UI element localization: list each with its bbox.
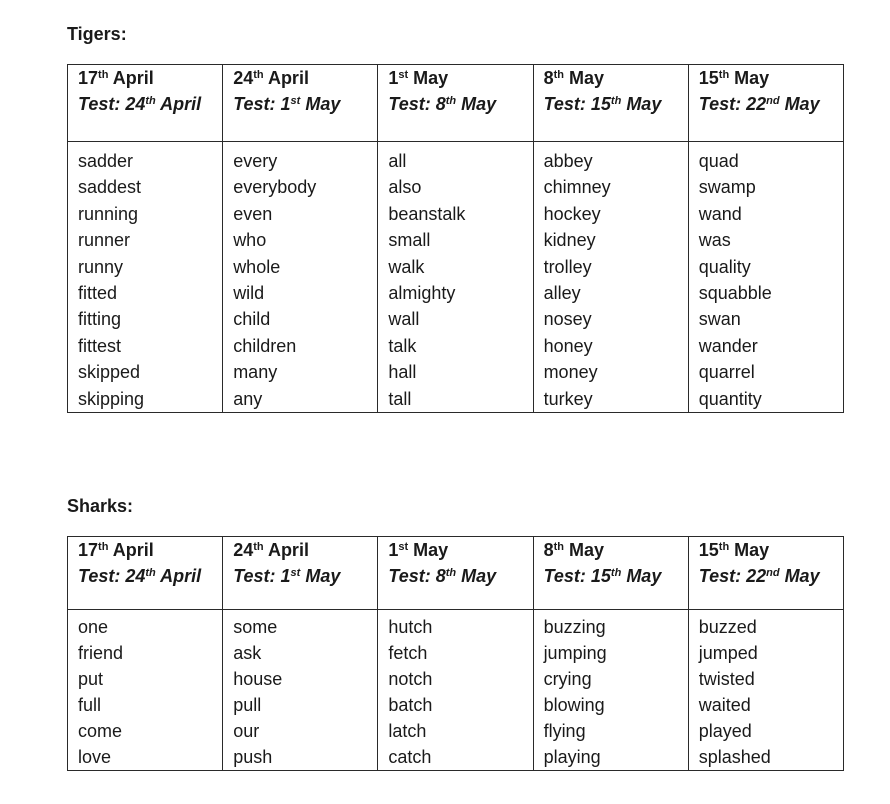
spelling-word: hutch <box>388 617 433 637</box>
spelling-word: children <box>233 335 297 356</box>
test-date-label: Test: 8th May <box>388 566 497 586</box>
test-date-label: Test: 22nd May <box>698 566 820 586</box>
spelling-word: child <box>233 309 271 330</box>
spelling-word: sadder <box>78 151 134 171</box>
spelling-word: twisted <box>698 669 755 689</box>
words-row <box>68 142 844 413</box>
spelling-word: quad <box>698 151 739 171</box>
word-list-15-may <box>688 610 843 771</box>
spelling-word: blowing <box>543 695 605 715</box>
word-list-17-april <box>68 142 223 413</box>
spelling-word: wild <box>233 282 265 303</box>
test-date-label: Test: 24th April <box>78 566 202 586</box>
header-cell-1-may <box>378 65 533 142</box>
spelling-word: our <box>233 721 260 741</box>
spelling-word: push <box>233 747 273 767</box>
header-cell-17-april <box>68 65 223 142</box>
spelling-word: quantity <box>698 388 762 409</box>
word-list-15-may <box>688 142 843 413</box>
spelling-word: chimney <box>543 177 611 198</box>
spelling-word: played <box>698 721 752 741</box>
test-date-label: Test: 15th May <box>543 94 662 114</box>
word-list-17-april <box>68 610 223 771</box>
spelling-word: latch <box>388 721 427 741</box>
spelling-word: skipping <box>78 388 145 409</box>
test-date-label: Test: 15th May <box>543 566 662 586</box>
spelling-word: batch <box>388 695 433 715</box>
spelling-word: fetch <box>388 643 428 663</box>
test-date-label: Test: 22nd May <box>698 94 820 114</box>
spelling-word: fitted <box>78 282 118 303</box>
header-cell-24-april <box>223 537 378 610</box>
week-label: 17th April <box>78 540 154 560</box>
spelling-word: almighty <box>388 282 456 303</box>
spelling-word: who <box>233 230 267 251</box>
spelling-word: talk <box>388 335 417 356</box>
week-label: 1st May <box>388 68 449 88</box>
header-cell-1-may <box>378 537 533 610</box>
spelling-word: walk <box>388 256 425 277</box>
spelling-word: wander <box>698 335 758 356</box>
spelling-word: come <box>78 721 123 741</box>
header-row <box>68 65 844 142</box>
spelling-word: whole <box>233 256 281 277</box>
spelling-word: honey <box>543 335 593 356</box>
word-list-1-may <box>378 610 533 771</box>
test-date-label: Test: 8th May <box>388 94 497 114</box>
spelling-word: some <box>233 617 278 637</box>
word-list-1-may <box>378 142 533 413</box>
spelling-word: even <box>233 203 273 224</box>
spelling-word: buzzing <box>543 617 606 637</box>
spelling-word: wand <box>698 203 742 224</box>
spelling-word: fitting <box>78 309 122 330</box>
spelling-word: squabble <box>698 282 772 303</box>
spelling-word: catch <box>388 747 432 767</box>
spelling-word: quarrel <box>698 362 755 383</box>
spelling-word: running <box>78 203 139 224</box>
spelling-word: everybody <box>233 177 317 198</box>
spelling-word: notch <box>388 669 433 689</box>
header-cell-15-may <box>688 537 843 610</box>
week-label: 17th April <box>78 68 154 88</box>
week-label: 8th May <box>543 68 604 88</box>
word-list-24-april <box>223 610 378 771</box>
spelling-word: abbey <box>543 151 593 171</box>
header-cell-15-may <box>688 65 843 142</box>
spelling-word: playing <box>543 747 601 767</box>
spelling-word: turkey <box>543 388 593 409</box>
spelling-word: runny <box>78 256 124 277</box>
spelling-word: runner <box>78 230 131 251</box>
spelling-word: kidney <box>543 230 596 251</box>
spelling-word: waited <box>698 695 751 715</box>
spelling-word: also <box>388 177 422 198</box>
spelling-word: many <box>233 362 278 383</box>
spelling-word: house <box>233 669 283 689</box>
spelling-word: jumped <box>698 643 758 663</box>
week-label: 8th May <box>543 540 604 560</box>
test-date-label: Test: 1st May <box>233 566 341 586</box>
word-list-24-april <box>223 142 378 413</box>
week-label: 24th April <box>233 68 309 88</box>
week-label: 24th April <box>233 540 309 560</box>
spelling-word: alley <box>543 282 581 303</box>
spelling-word: skipped <box>78 362 141 383</box>
group-title-sharks: Sharks: <box>67 496 134 516</box>
spelling-word: splashed <box>698 747 771 767</box>
spelling-word: love <box>78 747 112 767</box>
header-cell-24-april <box>223 65 378 142</box>
spelling-word: swan <box>698 309 741 330</box>
spelling-word: wall <box>388 309 420 330</box>
words-row <box>68 610 844 771</box>
spelling-word: crying <box>543 669 592 689</box>
spelling-word: flying <box>543 721 586 741</box>
spelling-word: any <box>233 388 263 409</box>
header-cell-17-april <box>68 537 223 610</box>
spelling-word: ask <box>233 643 262 663</box>
spelling-word: pull <box>233 695 262 715</box>
spelling-word: beanstalk <box>388 203 466 224</box>
spelling-word: small <box>388 230 431 251</box>
spelling-table-sharks <box>67 536 844 771</box>
spelling-word: nosey <box>543 309 592 330</box>
header-cell-8-may <box>533 65 688 142</box>
word-list-8-may <box>533 142 688 413</box>
test-date-label: Test: 24th April <box>78 94 202 114</box>
spelling-table-tigers <box>67 64 844 413</box>
spelling-word: trolley <box>543 256 592 277</box>
spelling-word: every <box>233 151 278 171</box>
spelling-word: full <box>78 695 102 715</box>
week-label: 15th May <box>698 540 770 560</box>
spelling-word: put <box>78 669 104 689</box>
test-date-label: Test: 1st May <box>233 94 341 114</box>
spelling-word: quality <box>698 256 751 277</box>
spelling-word: hall <box>388 362 417 383</box>
spelling-word: money <box>543 362 598 383</box>
spelling-word: was <box>698 230 731 251</box>
spelling-word: hockey <box>543 203 601 224</box>
word-list-8-may <box>533 610 688 771</box>
spelling-word: jumping <box>543 643 607 663</box>
spelling-word: all <box>388 151 407 171</box>
spelling-word: tall <box>388 388 412 409</box>
group-title-tigers: Tigers: <box>67 24 127 44</box>
spelling-word: friend <box>78 643 124 663</box>
spelling-word: saddest <box>78 177 142 198</box>
header-row <box>68 537 844 610</box>
spelling-word: one <box>78 617 109 637</box>
week-label: 15th May <box>698 68 770 88</box>
header-cell-8-may <box>533 537 688 610</box>
week-label: 1st May <box>388 540 449 560</box>
spelling-word: swamp <box>698 177 756 198</box>
spelling-word: buzzed <box>698 617 757 637</box>
spelling-word: fittest <box>78 335 122 356</box>
